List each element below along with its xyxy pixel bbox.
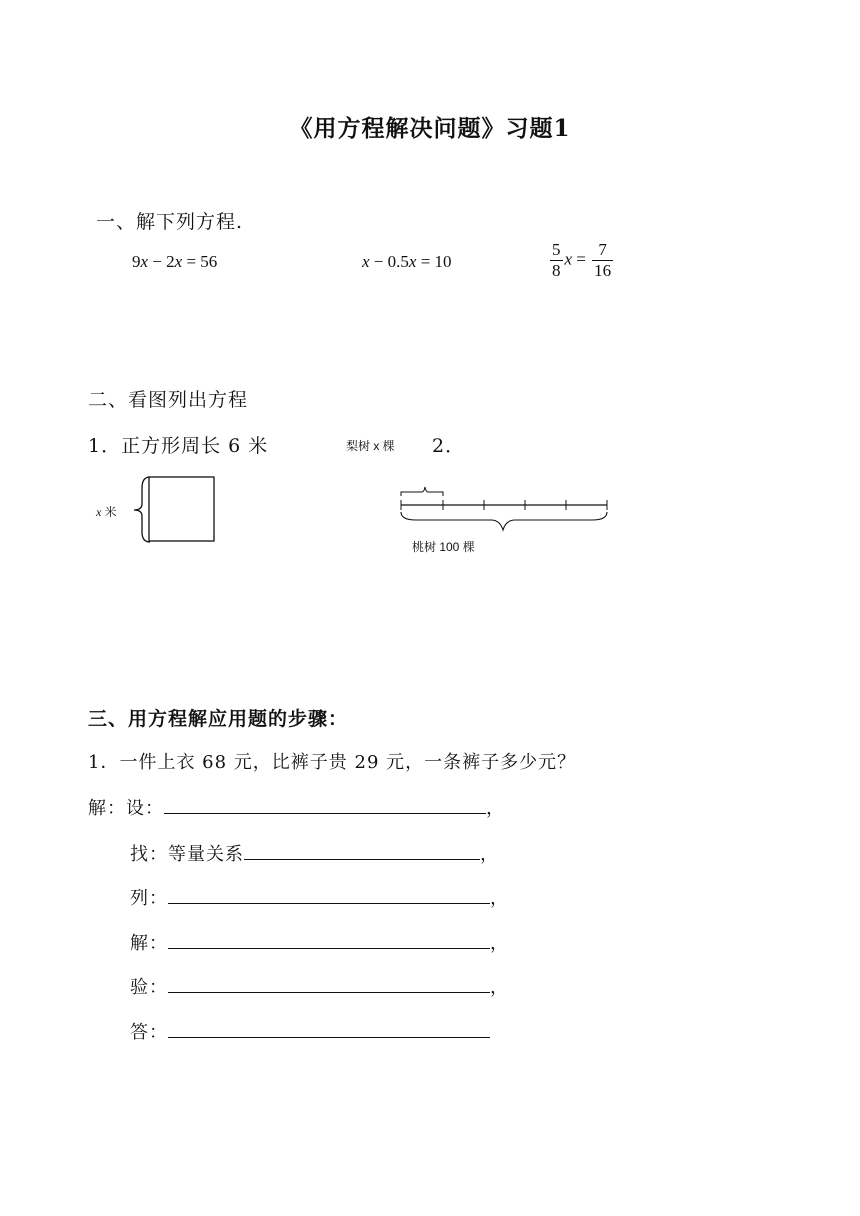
equation-2: x − 0.5x = 10 <box>362 252 452 271</box>
step-answer: 答： <box>130 1018 490 1044</box>
question-2-2: 2． <box>432 435 466 457</box>
answer-blank[interactable] <box>164 797 486 814</box>
equation-1: 9x − 2x = 56 <box>132 252 218 271</box>
peach-tree-label: 桃树 100 棵 <box>412 540 475 554</box>
fraction-five-eighths: $\frac{5}{8}$ <box>552 240 561 280</box>
answer-blank[interactable] <box>168 976 490 993</box>
page-title: 《用方程解决问题》习题1 <box>289 115 571 142</box>
step-check: 验： ， <box>130 977 509 998</box>
tree-segment-diagram <box>396 478 612 538</box>
answer-blank[interactable] <box>244 843 480 860</box>
step-find: 找：等量关系 ， <box>130 844 499 865</box>
answer-blank[interactable] <box>168 887 490 904</box>
fraction-seven-sixteenths: $\frac{7}{16}$ <box>594 240 612 280</box>
square-shape <box>149 477 214 541</box>
section-3-heading: 三、用方程解应用题的步骤： <box>88 708 349 730</box>
step-solve: 解： ， <box>130 933 509 954</box>
section-1-heading: 一、解下列方程. <box>96 211 244 233</box>
question-2-1: 1．正方形周长 6 米 <box>88 435 269 457</box>
peach-total-brace <box>401 512 607 530</box>
answer-blank[interactable] <box>168 932 490 949</box>
pear-segment-brace <box>401 487 443 496</box>
square-side-label: x 米 <box>96 505 117 519</box>
step-list: 列： ， <box>130 888 509 909</box>
step-set: 解：设： ， <box>88 798 505 819</box>
pear-tree-label: 梨树 x 棵 <box>346 439 395 453</box>
answer-blank[interactable] <box>168 1021 490 1038</box>
section-2-heading: 二、看图列出方程 <box>88 389 249 411</box>
equation-3: $\frac{5}{8}$ x = $\frac{7}{16}$ <box>552 240 612 280</box>
word-problem: 1．一件上衣 68 元，比裤子贵 29 元，一条裤子多少元？ <box>88 752 577 773</box>
square-figure <box>128 470 224 550</box>
square-brace <box>134 477 150 542</box>
